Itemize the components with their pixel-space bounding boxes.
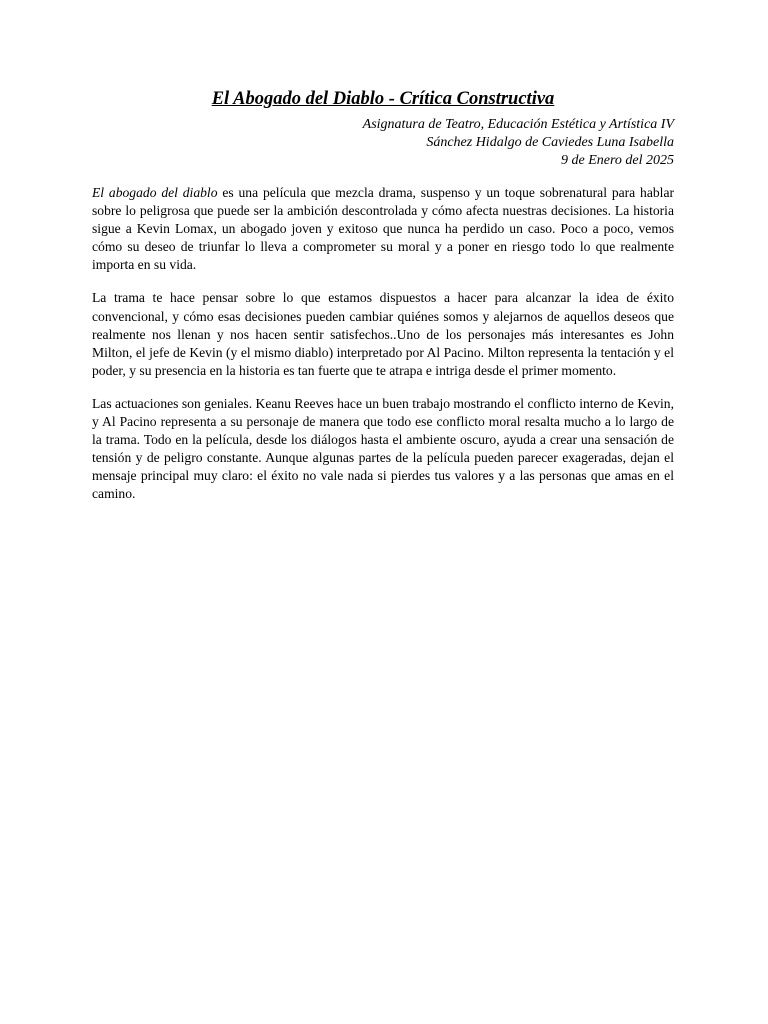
document-meta xyxy=(92,116,674,170)
subject-line: Asignatura de Teatro, Educación Estética y Artística IV xyxy=(362,117,674,132)
document-title: El Abogado del Diablo - Crítica Constructiva xyxy=(211,89,555,109)
paragraph-3: Las actuaciones son geniales. Keanu Reeves hace un buen trabajo mostrando el conflicto interno de Kevin, y Al Pacino representa a su personaje de manera que todo ese conflicto moral resalta mucho a lo largo de la trama. Todo en la película, desde los diálogos hasta el ambiente oscuro, ayuda a crear una sensación de tensión y de peligro constante. Aunque algunas partes de la película pueden parecer exageradas, dejan el mensaje principal muy claro: el éxito no vale nada si pierdes tus valores y a las personas que amas en el camino. xyxy=(92,395,674,502)
film-title-emphasis: El abogado del diablo xyxy=(92,185,218,200)
paragraph-1 xyxy=(92,184,674,274)
document-body xyxy=(92,184,674,504)
paragraph-2: La trama te hace pensar sobre lo que estamos dispuestos a hacer para alcanzar la idea de éxito convencional, y cómo esas decisiones pueden cambiar quiénes somos y alejarnos de aquellos deseos que realmente nos llenan y nos hacen sentir satisfechos..Uno de los personajes más interesantes es John Milton, el jefe de Kevin (y el mismo diablo) interpretado por Al Pacino. Milton representa la tentación y el poder, y su presencia en la historia es tan fuerte que te atrapa e intriga desde el primer momento. xyxy=(92,290,674,378)
paragraph-1-text: es una película que mezcla drama, suspenso y un toque sobrenatural para hablar sobre lo peligrosa que puede ser la ambición descontrolada y cómo afecta nuestras decisiones. La historia sigue a Kevin Lomax, un abogado joven y exitoso que nunca ha perdido un caso. Poco a poco, vemos cómo su deseo de triunfar lo lleva a comprometer su moral y a poner en riesgo todo lo que realmente importa en su vida. xyxy=(92,185,675,273)
author-line: Sánchez Hidalgo de Caviedes Luna Isabella xyxy=(426,135,674,150)
date-line: 9 de Enero del 2025 xyxy=(560,153,674,168)
document-page xyxy=(92,88,674,519)
